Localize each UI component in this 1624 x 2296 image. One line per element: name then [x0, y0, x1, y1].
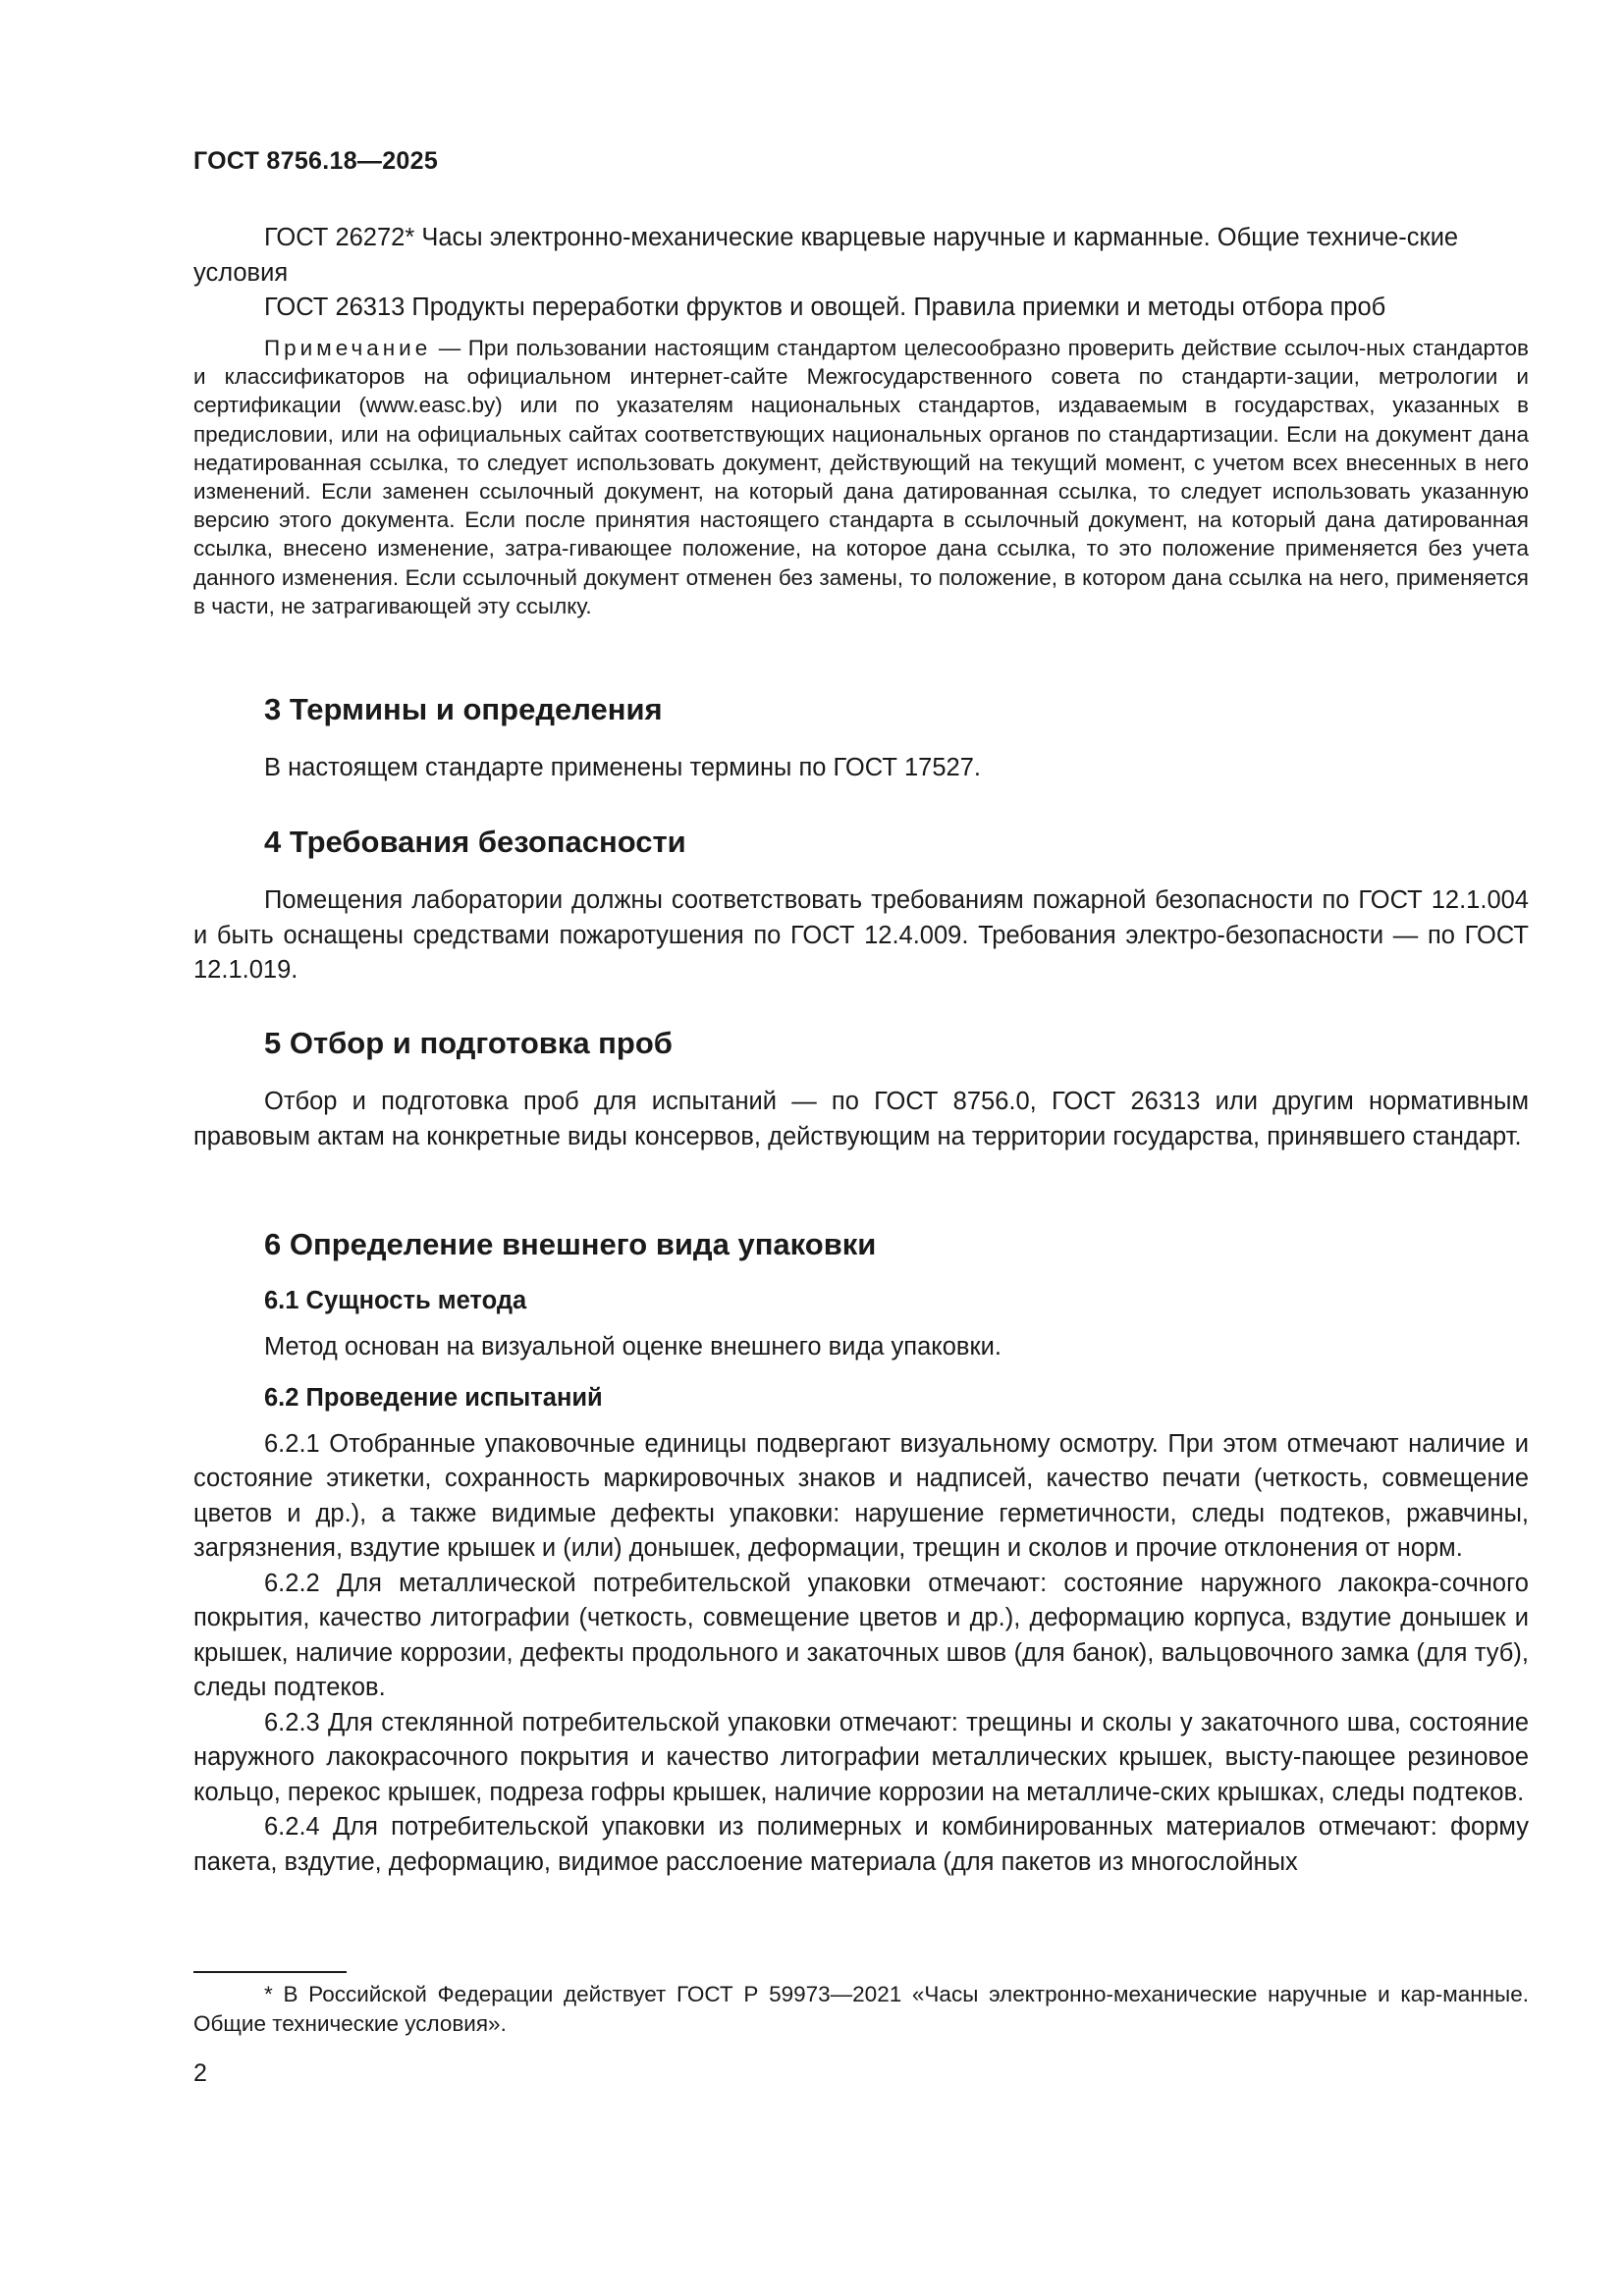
reference-gost-26272: ГОСТ 26272* Часы электронно-механические кварцевые наручные и карманные. Общие техниче-ские условия [193, 224, 1459, 287]
subsection-6-1-title: 6.1 Сущность метода [264, 1287, 527, 1314]
section-5-text: Отбор и подготовка проб для испытаний — по ГОСТ 8756.0, ГОСТ 26313 или другим нормативным правовым актам на конкретные виды консервов, действующим на территории государства, принявшего стандарт. [193, 1088, 1529, 1150]
footnote-separator [193, 1971, 347, 1973]
subsection-6-2-title: 6.2 Проведение испытаний [264, 1383, 603, 1412]
paragraph-6-2-2: 6.2.2 Для металлической потребительской упаковки отмечают: состояние наружного лакокра-сочного покрытия, качество литографии (четкость, совмещение цветов и др.), деформацию корпуса, вздутие донышек и крышек, наличие коррозии, дефекты продольного и закаточных швов (для банок), вальцовочного замка (для туб), следы подтеков. [193, 1569, 1529, 1701]
normative-references-tail [193, 221, 1529, 326]
paragraph-6-2-4: 6.2.4 Для потребительской упаковки из полимерных и комбинированных материалов отмечают: форму пакета, вздутие, деформацию, видимое расслоение материала (для пакетов из многослойных [193, 1813, 1529, 1876]
paragraph-6-2-1: 6.2.1 Отобранные упаковочные единицы подвергают визуальному осмотру. При этом отмечают наличие и состояние этикетки, сохранность маркировочных знаков и надписей, качество печати (четкость, совмещение цветов и др.), а также видимые дефекты упаковки: нарушение герметичности, следы подтеков, ржавчины, загрязнения, вздутие крышек и (или) донышек, деформации, трещин и сколов и прочие отклонения от норм. [193, 1429, 1529, 1562]
paragraph-6-2-3: 6.2.3 Для стеклянной потребительской упаковки отмечают: трещины и сколы у закаточного шва, состояние наружного лакокрасочного покрытия и качество литографии металлических крышек, высту-пающее резиновое кольцо, перекос крышек, подреза гофры крышек, наличие коррозии на металличе-ских крышках, следы подтеков. [193, 1708, 1529, 1806]
section-6-title: 6 Определение внешнего вида упаковки [264, 1227, 877, 1261]
section-4 [193, 823, 1529, 988]
section-4-text: Помещения лаборатории должны соответствовать требованиям пожарной безопасности по ГОСТ 12.1.004 и быть оснащены средствами пожаротушения по ГОСТ 12.4.009. Требования электро-безопасности — по ГОСТ 12.1.019. [193, 886, 1529, 984]
section-4-title: 4 Требования безопасности [264, 825, 686, 859]
document-code-header: ГОСТ 8756.18—2025 [193, 147, 439, 175]
section-3-text: В настоящем стандарте применены термины по ГОСТ 17527. [264, 754, 981, 781]
section-6 [193, 1225, 1529, 1880]
note-paragraph [193, 334, 1529, 620]
note-label: Примечание [264, 336, 432, 360]
section-3-title: 3 Термины и определения [264, 692, 663, 726]
page-number: 2 [193, 2059, 207, 2087]
section-5-title: 5 Отбор и подготовка проб [264, 1026, 673, 1060]
section-5 [193, 1024, 1529, 1154]
references-note [193, 334, 1529, 620]
section-3 [193, 690, 1529, 786]
note-text: — При пользовании настоящим стандартом целесообразно проверить действие ссылоч-ных стандартов и классификаторов на официальном интернет-сайте Межгосударственного совета по стандарти-зации, метрологии и сертификации (www.easc.by) или по указателям национальных стандартов, издаваемым в государствах, указанных в предисловии, или на официальных сайтах соответствующих национальных органов по стандартизации. Если на документ дана недатированная ссылка, то следует использовать документ, действующий на текущий момент, с учетом всех внесенных в него изменений. Если заменен ссылочный документ, на который дана датированная ссылка, то следует использовать указанную версию этого документа. Если после принятия настоящего стандарта в ссылочный документ, на который дана датированная ссылка, внесено изменение, затра-гивающее положение, на которое дана ссылка, то это положение применяется без учета данного изменения. Если ссылочный документ отменен без замены, то положение, в котором дана ссылка на него, применяется в части, не затрагивающей эту ссылку. [193, 336, 1529, 618]
footnote: * В Российской Федерации действует ГОСТ Р 59973—2021 «Часы электронно-механические наручные и кар-манные. Общие технические условия». [193, 1982, 1529, 2036]
reference-gost-26313: ГОСТ 26313 Продукты переработки фруктов и овощей. Правила приемки и методы отбора проб [264, 294, 1386, 321]
subsection-6-1-text: Метод основан на визуальной оценке внешнего вида упаковки. [264, 1333, 1001, 1361]
